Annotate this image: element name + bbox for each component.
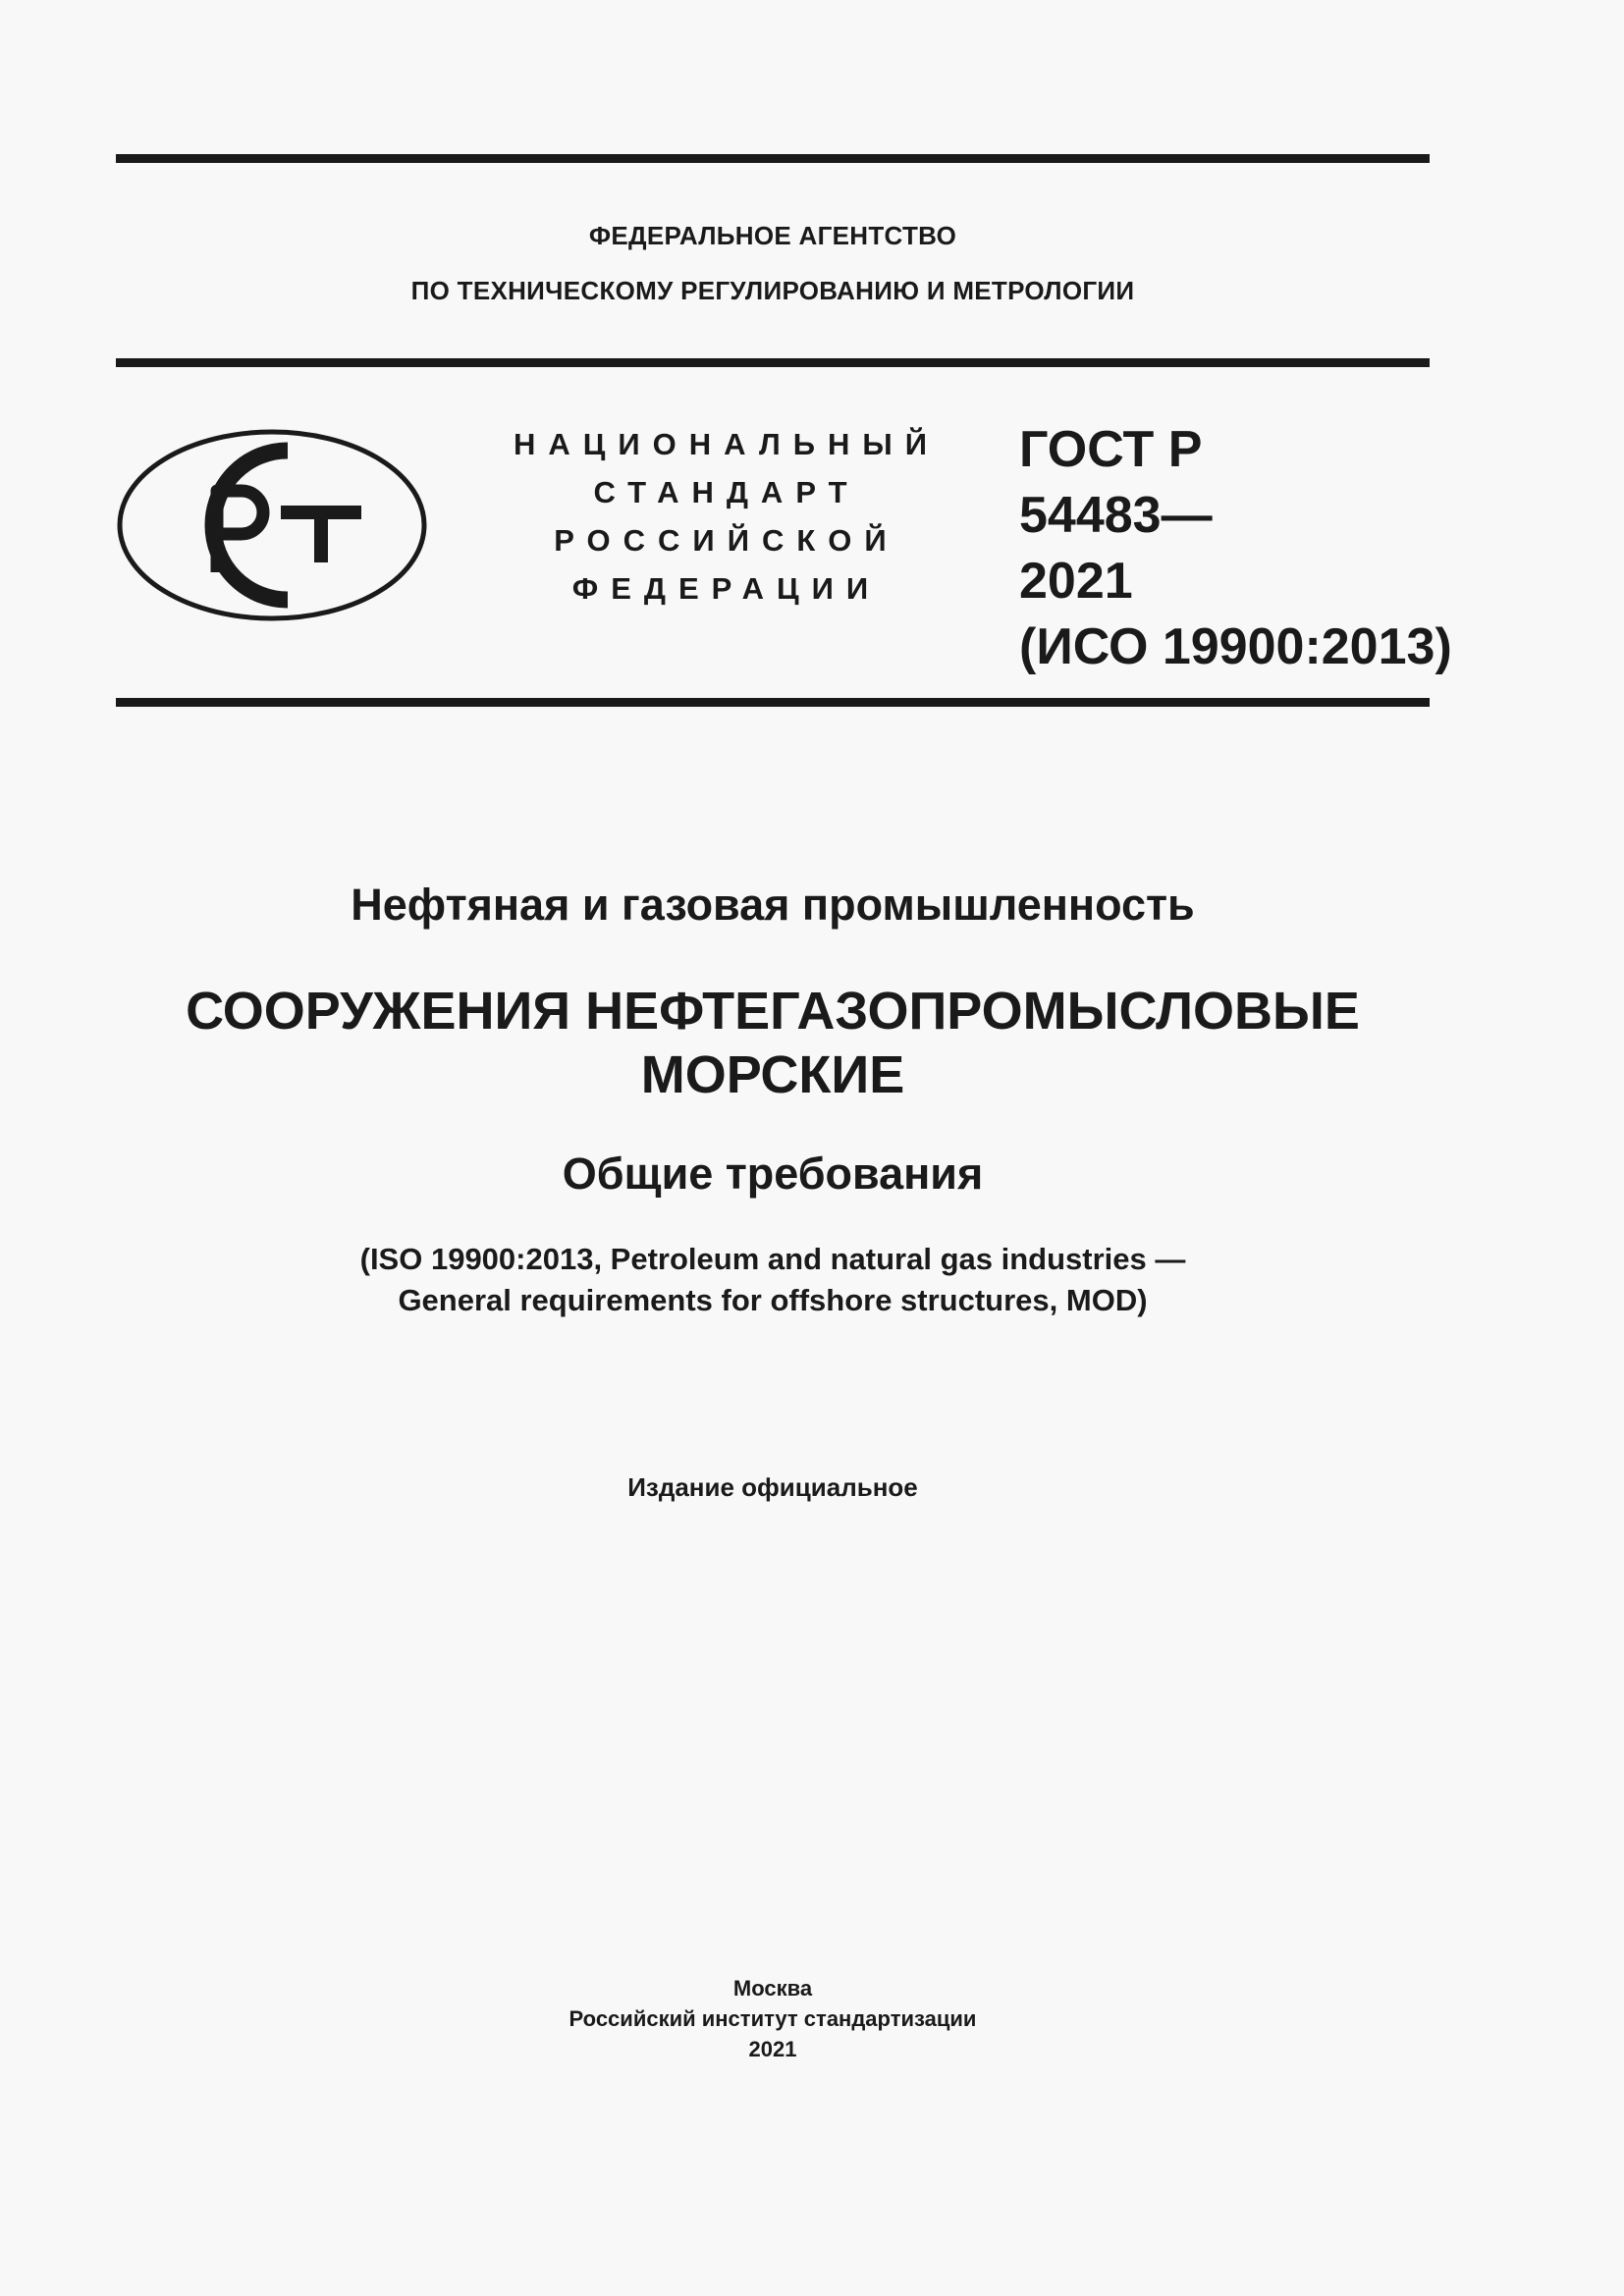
iso-reference-line-1: (ISO 19900:2013, Petroleum and natural gas industries —	[359, 1242, 1186, 1276]
standard-type-line-2: СТАНДАРТ	[593, 475, 860, 509]
designation-line-3: 2021	[1019, 553, 1133, 610]
subtitle: Общие требования	[562, 1148, 984, 1199]
imprint-year: 2021	[748, 2037, 797, 2061]
standard-type-line-3: РОССИЙСКОЙ	[554, 523, 899, 558]
main-title	[116, 980, 1430, 1107]
iso-reference	[116, 1239, 1430, 1321]
standard-type-line-4: ФЕДЕРАЦИИ	[571, 571, 882, 606]
imprint	[116, 1973, 1430, 2064]
title-divider-rule	[116, 698, 1430, 707]
designation-line-1: ГОСТ Р	[1019, 421, 1203, 478]
header-divider-rule	[116, 358, 1430, 367]
edition-label: Издание официальное	[627, 1472, 918, 1502]
industry-title: Нефтяная и газовая промышленность	[351, 880, 1195, 930]
iso-reference-line-2: General requirements for offshore structures, MOD)	[398, 1283, 1148, 1317]
agency-line-2: ПО ТЕХНИЧЕСКОМУ РЕГУЛИРОВАНИЮ И МЕТРОЛОГИИ	[410, 276, 1135, 305]
rst-logo-icon	[116, 427, 428, 623]
designation-line-2: 54483—	[1019, 487, 1213, 544]
standard-type-label	[511, 420, 943, 613]
main-title-line-1: СООРУЖЕНИЯ НЕФТЕГАЗОПРОМЫСЛОВЫЕ	[186, 982, 1360, 1041]
top-rule	[116, 154, 1430, 163]
agency-line-1: ФЕДЕРАЛЬНОЕ АГЕНТСТВО	[588, 221, 957, 250]
designation-line-4: (ИСО 19900:2013)	[1019, 618, 1452, 675]
main-title-line-2: МОРСКИЕ	[640, 1045, 905, 1104]
imprint-city: Москва	[732, 1976, 813, 2001]
standard-designation	[1019, 417, 1452, 680]
imprint-publisher: Российский институт стандартизации	[568, 2006, 977, 2031]
standard-type-line-1: НАЦИОНАЛЬНЫЙ	[513, 427, 941, 461]
